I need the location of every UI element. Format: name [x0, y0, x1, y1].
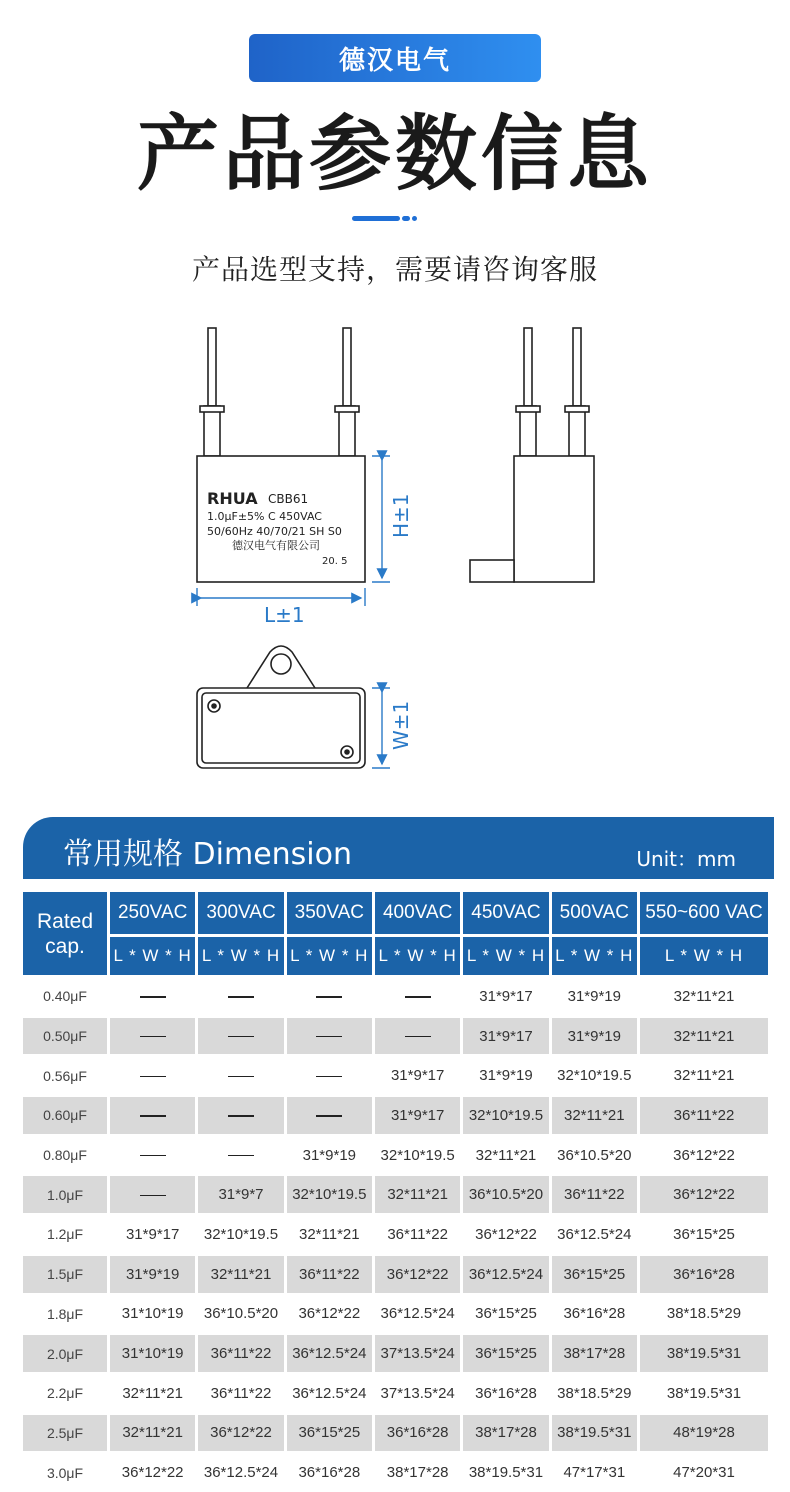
- dimension-cell: 36*10.5*20: [463, 1176, 548, 1213]
- dimension-cell: 36*15*25: [673, 1225, 735, 1243]
- dimension-cell: 36*12*22: [475, 1225, 537, 1243]
- label-model: CBB61: [268, 492, 309, 506]
- dimension-cell: 31*9*7: [198, 1176, 283, 1213]
- table-row: [23, 1176, 768, 1213]
- not-available-cell: [110, 1057, 195, 1094]
- dimension-cell: 38*19.5*31: [552, 1415, 637, 1452]
- dash-mark: [316, 1076, 342, 1078]
- dimension-cell: 38*17*28: [463, 1415, 548, 1452]
- not-available-cell: [375, 1018, 460, 1055]
- capacitance-cell: 2.2μF: [46, 1385, 84, 1402]
- dimension-cell: 48*19*28: [640, 1415, 768, 1452]
- dim-length-label: L±1: [264, 603, 305, 627]
- dimension-cell: 36*16*28: [298, 1464, 361, 1482]
- dash-mark: [228, 1115, 254, 1117]
- dimension-cell: 36*16*28: [563, 1305, 626, 1323]
- dimension-cell: 36*12.5*24: [463, 1256, 548, 1293]
- dimension-cell: 32*11*21: [475, 1146, 537, 1164]
- table-row: [23, 1057, 768, 1094]
- capacitance-cell: 2.5μF: [23, 1415, 107, 1452]
- not-available-cell: [287, 978, 372, 1015]
- dimension-cell: 36*11*22: [198, 1335, 283, 1372]
- dimension-cell: 38*19.5*31: [666, 1384, 742, 1402]
- dimension-cell: 38*18.5*29: [666, 1305, 742, 1323]
- dimension-cell: 32*11*21: [375, 1176, 460, 1213]
- table-row: [23, 1454, 768, 1491]
- dimension-cell: 32*10*19.5: [203, 1225, 279, 1243]
- dimension-cell: 31*9*19: [552, 1018, 637, 1055]
- dash-mark: [405, 1036, 431, 1038]
- dimension-cell: 32*10*19.5: [287, 1176, 372, 1213]
- dimension-cell: 36*12.5*24: [380, 1305, 455, 1323]
- spec-unit: Unit：mm: [636, 847, 736, 871]
- capacitance-cell: 0.40μF: [43, 988, 87, 1005]
- lwh-header: L * W * H: [552, 937, 637, 975]
- dash-mark: [316, 1036, 342, 1038]
- not-available-cell: [198, 1097, 283, 1134]
- dash-mark: [316, 1115, 342, 1117]
- dimension-cell: 36*15*25: [552, 1256, 637, 1293]
- dash-mark: [405, 996, 431, 998]
- lwh-header: L * W * H: [640, 937, 768, 975]
- dimension-cell: 32*11*21: [110, 1415, 195, 1452]
- dimension-cell: 32*11*21: [198, 1256, 283, 1293]
- dimension-cell: 36*11*22: [552, 1176, 637, 1213]
- dash-mark: [316, 996, 342, 998]
- table-row: [23, 1097, 768, 1134]
- dimension-cell: 36*16*28: [375, 1415, 460, 1452]
- voltage-header: 450VAC: [463, 892, 548, 934]
- dimension-cell: 47*20*31: [673, 1464, 735, 1482]
- dash-mark: [228, 1076, 254, 1078]
- dimension-cell: 36*12*22: [673, 1146, 735, 1164]
- dimension-cell: 36*11*22: [287, 1256, 372, 1293]
- dim-width-label: W±1: [389, 700, 413, 750]
- dimension-cell: 36*12*22: [121, 1464, 184, 1482]
- table-row: [23, 1375, 768, 1412]
- dimension-cell: 36*10.5*20: [557, 1146, 632, 1164]
- dimension-cell: 36*16*28: [475, 1384, 537, 1402]
- not-available-cell: [110, 1176, 195, 1213]
- dimension-cell: 38*17*28: [552, 1335, 637, 1372]
- voltage-header: 400VAC: [375, 892, 460, 934]
- dash-mark: [140, 1036, 166, 1038]
- dimension-cell: 31*9*17: [479, 987, 533, 1005]
- table-row: [23, 978, 768, 1015]
- label-line4: 20. 5: [322, 556, 348, 567]
- table-row: [23, 1296, 768, 1333]
- voltage-header: 300VAC: [198, 892, 283, 934]
- dash-mark: [140, 1115, 166, 1117]
- label-brand: RHUA: [207, 489, 258, 508]
- dimension-cell: 36*11*22: [210, 1384, 272, 1402]
- dash-mark: [228, 1155, 254, 1157]
- spec-banner: [23, 817, 774, 879]
- dimension-cell: 31*9*19: [479, 1067, 533, 1085]
- dimension-cell: 32*10*19.5: [380, 1146, 455, 1164]
- dimension-cell: 31*9*19: [567, 987, 621, 1005]
- not-available-cell: [287, 1018, 372, 1055]
- dimension-cell: 32*11*21: [640, 1018, 768, 1055]
- dimension-cell: 37*13.5*24: [375, 1335, 460, 1372]
- dimension-cell: 31*10*19: [110, 1335, 195, 1372]
- table-row: [23, 1256, 768, 1293]
- spec-table: [20, 889, 771, 1492]
- dash-mark: [140, 1155, 166, 1157]
- dimension-cell: 38*17*28: [386, 1464, 449, 1482]
- spec-title: 常用规格 Dimension: [63, 837, 352, 872]
- dimension-cell: 31*10*19: [121, 1305, 184, 1323]
- brand-badge: 德汉电气: [249, 34, 541, 82]
- dash-mark: [140, 1195, 166, 1197]
- dimension-cell: 37*13.5*24: [380, 1384, 455, 1402]
- label-line2: 50/60Hz 40/70/21 SH S0: [207, 525, 342, 538]
- dimension-cell: 31*9*17: [375, 1097, 460, 1134]
- lwh-header: L * W * H: [375, 937, 460, 975]
- table-row: [23, 1018, 768, 1055]
- capacitance-cell: 0.80μF: [43, 1147, 87, 1164]
- capacitance-cell: 3.0μF: [46, 1464, 84, 1481]
- dimension-cell: 36*12.5*24: [287, 1335, 372, 1372]
- dimension-cell: 31*9*17: [463, 1018, 548, 1055]
- not-available-cell: [110, 1137, 195, 1174]
- table-row: [23, 1216, 768, 1253]
- page-subtitle: 产品选型支持，需要请咨询客服: [191, 253, 598, 286]
- page-title: 产品参数信息: [136, 107, 653, 202]
- not-available-cell: [198, 1057, 283, 1094]
- capacitance-cell: 1.8μF: [46, 1305, 84, 1322]
- dimension-cell: 36*12*22: [375, 1256, 460, 1293]
- dimension-cell: 32*11*21: [673, 1067, 735, 1085]
- dimension-cell: 36*12*22: [640, 1176, 768, 1213]
- capacitance-cell: 0.50μF: [23, 1018, 107, 1055]
- bottom-view: [197, 646, 365, 768]
- dash-mark: [140, 996, 166, 998]
- not-available-cell: [110, 1018, 195, 1055]
- dimension-cell: 32*10*19.5: [557, 1067, 632, 1085]
- dimension-cell: 36*11*22: [387, 1225, 448, 1243]
- dimension-cell: 32*11*21: [122, 1384, 183, 1402]
- dimension-cell: 36*12.5*24: [292, 1384, 367, 1402]
- dimension-cell: 36*10.5*20: [203, 1305, 279, 1323]
- dimension-cell: 32*11*21: [299, 1225, 360, 1243]
- not-available-cell: [110, 1097, 195, 1134]
- label-line3: 德汉电气有限公司: [232, 539, 320, 552]
- rated-cap-header: Rated cap.: [23, 892, 107, 975]
- capacitance-cell: 1.0μF: [23, 1176, 107, 1213]
- dimension-cell: 47*17*31: [563, 1464, 626, 1482]
- voltage-header: 500VAC: [552, 892, 637, 934]
- dimension-cell: 36*12.5*24: [203, 1464, 279, 1482]
- not-available-cell: [198, 1018, 283, 1055]
- dash-mark: [140, 1076, 166, 1078]
- dash-mark: [228, 996, 254, 998]
- dimension-cell: 31*9*17: [125, 1225, 180, 1243]
- dimension-cell: 36*12.5*24: [557, 1225, 632, 1243]
- not-available-cell: [287, 1097, 372, 1134]
- not-available-cell: [287, 1057, 372, 1094]
- side-view: [470, 328, 594, 582]
- dimension-cell: 31*9*19: [302, 1146, 357, 1164]
- capacitance-cell: 1.5μF: [23, 1256, 107, 1293]
- dimension-cell: 38*19.5*31: [640, 1335, 768, 1372]
- dimension-cell: 38*18.5*29: [557, 1384, 632, 1402]
- dimension-cell: 36*12*22: [298, 1305, 361, 1323]
- dimension-cell: 36*12*22: [198, 1415, 283, 1452]
- capacitor-drawing: [0, 310, 790, 800]
- not-available-cell: [110, 978, 195, 1015]
- dimension-cell: 36*16*28: [640, 1256, 768, 1293]
- table-row: [23, 1415, 768, 1452]
- capacitance-cell: 1.2μF: [46, 1226, 84, 1243]
- dim-height-label: H±1: [389, 493, 413, 538]
- voltage-header: 250VAC: [110, 892, 195, 934]
- dimension-cell: 36*15*25: [463, 1335, 548, 1372]
- lwh-header: L * W * H: [110, 937, 195, 975]
- lwh-header: L * W * H: [198, 937, 283, 975]
- dimension-cell: 32*10*19.5: [463, 1097, 548, 1134]
- dimension-cell: 36*11*22: [640, 1097, 768, 1134]
- dimension-cell: 31*9*17: [390, 1067, 445, 1085]
- not-available-cell: [375, 978, 460, 1015]
- dimension-cell: 36*15*25: [475, 1305, 537, 1323]
- dimension-cell: 32*11*21: [673, 987, 735, 1005]
- dimension-cell: 31*9*19: [110, 1256, 195, 1293]
- dimension-cell: 32*11*21: [552, 1097, 637, 1134]
- dash-mark: [228, 1036, 254, 1038]
- lwh-header: L * W * H: [463, 937, 548, 975]
- capacitance-cell: 2.0μF: [23, 1335, 107, 1372]
- label-line1: 1.0μF±5% C 450VAC: [207, 510, 322, 523]
- voltage-header: 550~600 VAC: [640, 892, 768, 934]
- voltage-header: 350VAC: [287, 892, 372, 934]
- table-row: [23, 1335, 768, 1372]
- dimension-cell: 36*15*25: [287, 1415, 372, 1452]
- table-row: [23, 1137, 768, 1174]
- dimension-cell: 38*19.5*31: [468, 1464, 544, 1482]
- capacitance-cell: 0.56μF: [43, 1067, 87, 1084]
- lwh-header: L * W * H: [287, 937, 372, 975]
- not-available-cell: [198, 978, 283, 1015]
- capacitance-cell: 0.60μF: [23, 1097, 107, 1134]
- not-available-cell: [198, 1137, 283, 1174]
